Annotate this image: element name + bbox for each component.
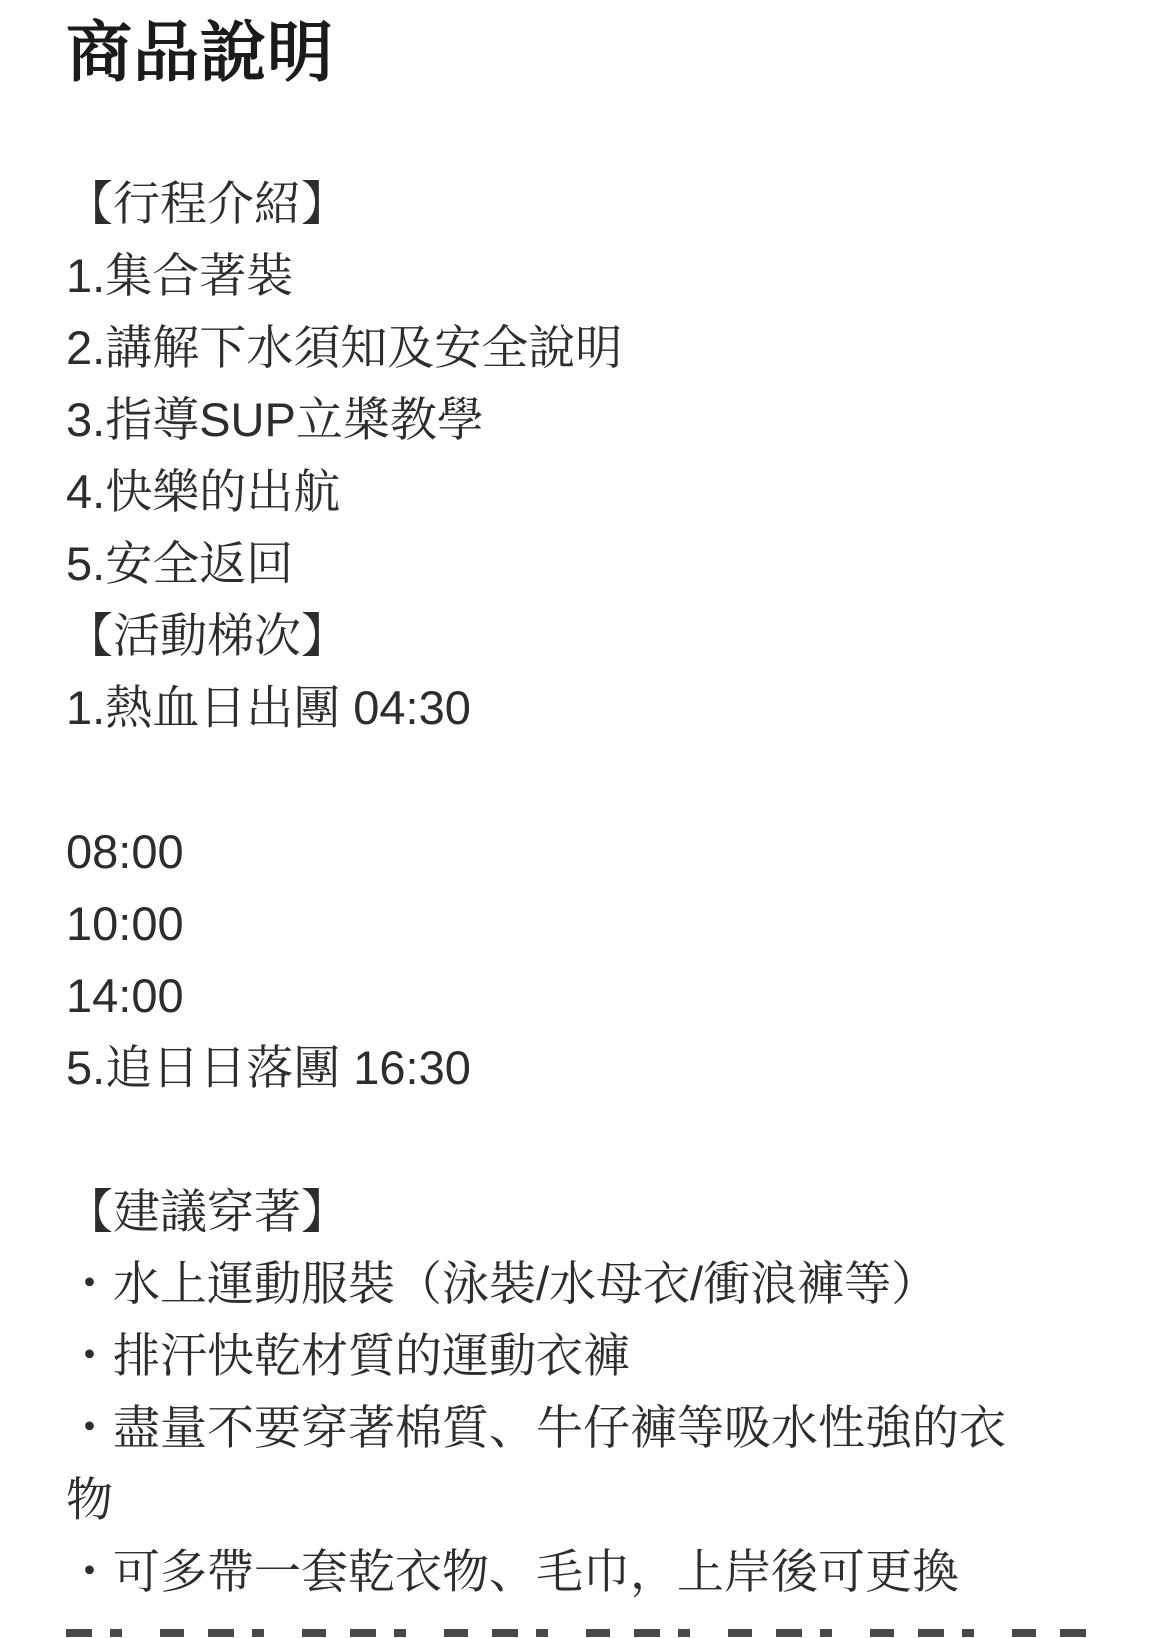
section-heading-itinerary: 【行程介紹】 xyxy=(66,177,348,230)
attire-item-3: ・盡量不要穿著棉質、牛仔褲等吸水性強的衣 xyxy=(66,1401,1006,1454)
itinerary-step-2: 2.講解下水須知及安全說明 xyxy=(66,321,623,374)
session-sunset: 5.追日日落團 16:30 xyxy=(66,1041,471,1094)
session-time-1400: 14:00 xyxy=(66,969,184,1022)
itinerary-step-4: 4.快樂的出航 xyxy=(66,465,341,518)
section-heading-attire: 【建議穿著】 xyxy=(66,1185,348,1238)
attire-item-4: ・可多帶一套乾衣物、毛巾，上岸後可更換 xyxy=(66,1545,959,1598)
clipped-next-line xyxy=(66,1629,1086,1637)
attire-item-1: ・水上運動服裝（泳裝/水母衣/衝浪褲等） xyxy=(66,1257,939,1310)
description-body xyxy=(66,168,1169,1608)
page-title: 商品說明 xyxy=(66,15,334,89)
session-time-1000: 10:00 xyxy=(66,897,184,950)
session-sunrise: 1.熱血日出團 04:30 xyxy=(66,681,471,734)
section-heading-sessions: 【活動梯次】 xyxy=(66,609,348,662)
itinerary-step-3: 3.指導SUP立槳教學 xyxy=(66,393,484,446)
session-time-0800: 08:00 xyxy=(66,825,184,878)
attire-item-2: ・排汗快乾材質的運動衣褲 xyxy=(66,1329,630,1382)
attire-item-3-wrap: 物 xyxy=(66,1473,113,1526)
blank-line xyxy=(66,1104,1169,1176)
blank-line xyxy=(66,744,1169,816)
itinerary-step-5: 5.安全返回 xyxy=(66,537,294,590)
itinerary-step-1: 1.集合著裝 xyxy=(66,249,294,302)
